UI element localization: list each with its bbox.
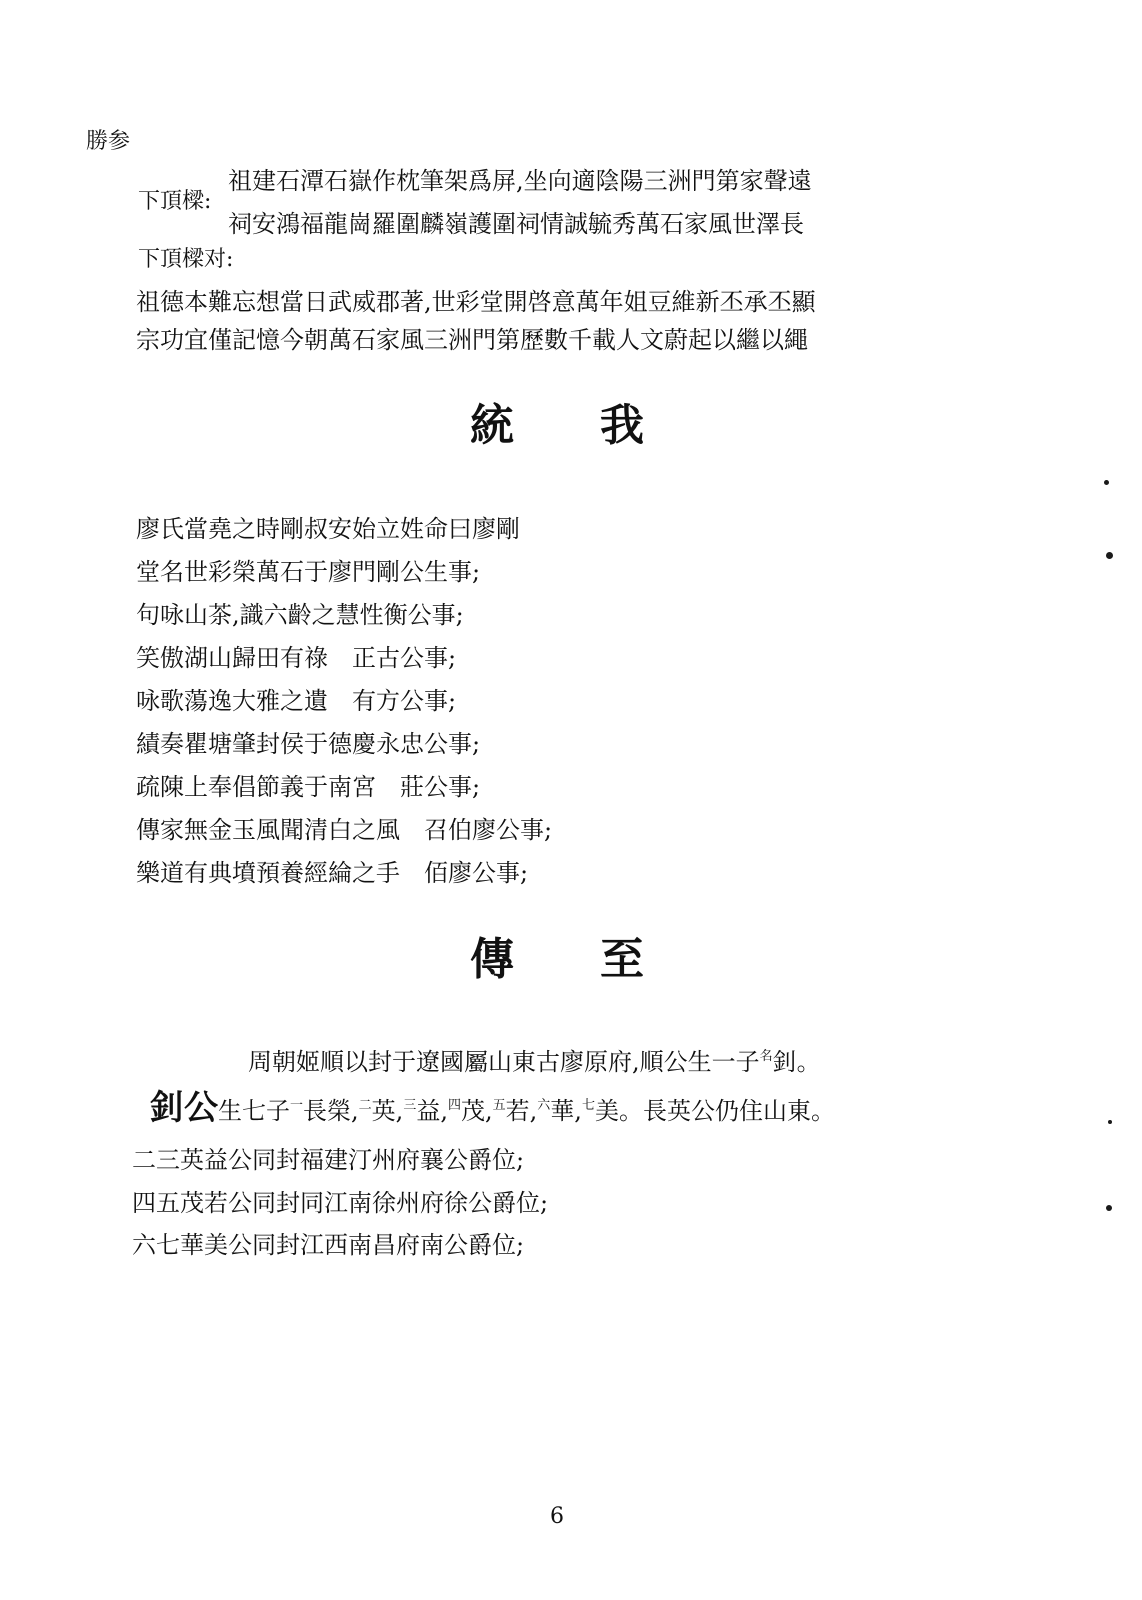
- son-number: 三: [403, 1098, 417, 1113]
- couplet-upper-line1: 祖建石潭石嶽作枕筆架爲屏,坐向適陰陽三洲門第家聲遠: [228, 167, 812, 195]
- section1-line: 句咏山茶,識六齡之慧性衡公事;: [136, 601, 464, 629]
- son-name: 華,: [550, 1097, 582, 1125]
- scan-speck: [1108, 1120, 1112, 1124]
- section1-line: 笑傲湖山歸田有祿 正古公事;: [136, 644, 457, 672]
- intro-text: 周朝姬順以封于遼國屬山東古廖原府,順公生一子: [248, 1048, 760, 1076]
- son-name: 若,: [505, 1097, 538, 1125]
- section1-heading-right: 我: [600, 400, 646, 451]
- son-number: 五: [492, 1098, 506, 1113]
- section1-heading-left: 統: [470, 400, 516, 451]
- section2-line: 六七華美公同封江西南昌府南公爵位;: [132, 1231, 525, 1259]
- son-number: 七: [581, 1098, 595, 1113]
- section1-line: 堂名世彩榮萬石于廖門剛公生事;: [136, 558, 481, 586]
- section2-sons-line: [150, 1086, 835, 1138]
- couplet-pair-line1: 祖德本難忘想當日武威郡著,世彩堂開啓意萬年姐豆維新丕承丕顯: [136, 288, 816, 316]
- section2-intro: [248, 1047, 821, 1082]
- section1-line: 咏歌蕩逸大雅之遺 有方公事;: [136, 687, 457, 715]
- couplet-upper-line2: 祠安鴻福龍崗羅圍麟嶺護圍祠情誠毓秀萬石家風世澤長: [228, 210, 804, 238]
- couplet-upper-label: 下頂樑:: [138, 189, 212, 214]
- section1-line: 廖氏當堯之時剛叔安始立姓命曰廖剛: [136, 515, 520, 543]
- son-name: 英,: [371, 1097, 404, 1125]
- section2-heading-left: 傳: [470, 934, 516, 985]
- section1-line: 樂道有典墳預養經綸之手 佰廖公事;: [136, 859, 529, 887]
- sons-text: 生七子: [218, 1097, 290, 1125]
- section1-line: 疏陳上奉倡節義于南宮 莊公事;: [136, 773, 481, 801]
- header-note: 勝参: [86, 129, 131, 154]
- scan-speck: [1104, 480, 1109, 485]
- son-name: 美。: [594, 1097, 643, 1125]
- intro-sup: 名: [759, 1049, 773, 1064]
- couplet-pair-line2: 宗功宜僅記憶今朝萬石家風三洲門第歷數千載人文蔚起以繼以繩: [136, 326, 808, 354]
- son-number: 四: [447, 1098, 461, 1113]
- son-number: 六: [537, 1098, 551, 1113]
- sons-tail: 長英公仍住山東。: [642, 1097, 835, 1125]
- sons-big-name: 釗公: [150, 1088, 218, 1128]
- son-name: 茂,: [460, 1097, 493, 1125]
- page-number: 6: [550, 1504, 564, 1529]
- section1-line: 傳家無金玉風聞清白之風 召伯廖公事;: [136, 816, 553, 844]
- son-name: 長榮,: [303, 1097, 359, 1125]
- son-number: 一: [290, 1098, 304, 1113]
- section1-line: 績奏瞿塘肇封侯于德慶永忠公事;: [136, 730, 481, 758]
- intro-end: 釗。: [772, 1048, 821, 1076]
- couplet-pair-label: 下頂樑对:: [138, 247, 234, 272]
- son-number: 二: [358, 1098, 372, 1113]
- scan-speck: [1106, 1205, 1112, 1211]
- section2-line: 四五茂若公同封同江南徐州府徐公爵位;: [132, 1189, 549, 1217]
- section2-line: 二三英益公同封福建汀州府襄公爵位;: [132, 1146, 525, 1174]
- scan-speck: [1106, 552, 1113, 559]
- section2-heading-right: 至: [600, 934, 646, 985]
- son-name: 益,: [416, 1097, 448, 1125]
